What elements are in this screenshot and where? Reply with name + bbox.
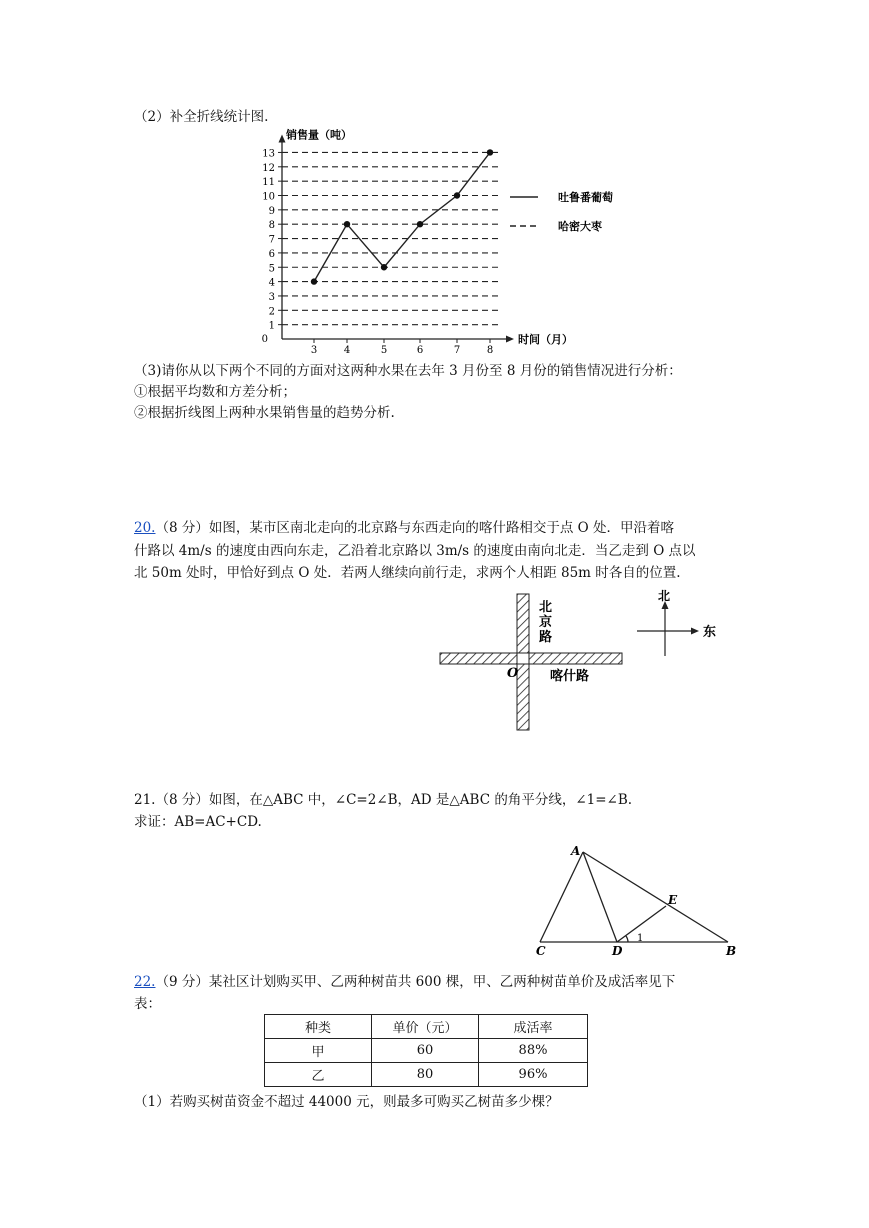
- kashi-road-right: [529, 653, 622, 664]
- y-tick-label: 4: [268, 277, 275, 289]
- triangle-figure: [0, 838, 869, 968]
- y-axis-arrow: [279, 134, 286, 142]
- y-tick-label: 11: [262, 177, 275, 189]
- table-row: [265, 1039, 588, 1063]
- q22-number-link[interactable]: 22.: [134, 974, 156, 990]
- table-header-row: [265, 1015, 588, 1039]
- q20-number-link[interactable]: 20.: [134, 520, 156, 536]
- y-tick-label: 6: [268, 248, 275, 260]
- vertex-a: A: [571, 844, 581, 858]
- table-header: 种类: [265, 1015, 372, 1039]
- data-point: [311, 278, 317, 284]
- y-tick-label: 13: [262, 148, 275, 160]
- q21-line1: 21.（8 分）如图，在△ABC 中，∠C=2∠B，AD 是△ABC 的角平分线，∠1=∠B.: [134, 792, 633, 808]
- q22-line1: [134, 972, 675, 992]
- data-point: [344, 221, 350, 227]
- y-tick-label: 9: [268, 205, 275, 217]
- q22-text-1: （9 分）某社区计划购买甲、乙两种树苗共 600 棵，甲、乙两种树苗单价及成活率见下: [155, 974, 676, 990]
- table-row: [265, 1063, 588, 1087]
- y-tick-label: 0: [261, 334, 268, 345]
- line-chart: [0, 118, 869, 368]
- x-axis-label: 时间（月）: [518, 333, 573, 346]
- table-cell: 96%: [479, 1063, 588, 1087]
- table-cell: 80: [372, 1063, 479, 1087]
- vertex-e: E: [668, 893, 678, 907]
- legend-label-grape: 吐鲁番葡萄: [558, 191, 613, 204]
- kashi-road-left: [440, 653, 517, 664]
- data-point: [417, 221, 423, 227]
- seedling-table: [264, 1014, 588, 1087]
- beijing-road-lower: [517, 664, 529, 730]
- x-tick-label: 5: [380, 345, 388, 356]
- point-o-label: O: [507, 666, 519, 681]
- compass-east: 东: [703, 625, 717, 640]
- x-tick-label: 3: [310, 345, 318, 356]
- beijing-label-1: 北: [539, 600, 553, 615]
- y-tick-label: 3: [268, 291, 275, 303]
- data-point: [487, 149, 493, 155]
- table-cell: 60: [372, 1039, 479, 1063]
- vertex-b: B: [726, 944, 737, 958]
- data-point: [454, 192, 460, 198]
- x-tick-label: 6: [416, 345, 424, 356]
- q22-line2: 表：: [134, 996, 161, 1012]
- y-tick-label: 8: [268, 220, 275, 232]
- q20-text-1: （8 分）如图，某市区南北走向的北京路与东西走向的喀什路相交于点 O 处．甲沿着喀: [155, 520, 675, 536]
- y-tick-label: 12: [262, 162, 275, 174]
- q22-part1: （1）若购买树苗资金不超过 44000 元，则最多可购买乙树苗多少棵？: [134, 1094, 559, 1110]
- beijing-label-2: 京: [539, 615, 553, 630]
- beijing-road-upper: [517, 594, 529, 653]
- table-cell: 88%: [479, 1039, 588, 1063]
- q20-line2: 什路以 4m/s 的速度由西向东走，乙沿着北京路以 3m/s 的速度由南向北走．当乙走到 O 点以: [134, 543, 696, 559]
- vertex-c: C: [536, 944, 546, 958]
- q20-line1: [134, 518, 674, 538]
- angle-1: 1: [637, 933, 644, 944]
- x-tick-label: 8: [486, 345, 494, 356]
- y-tick-label: 5: [268, 263, 275, 275]
- x-tick-label: 7: [453, 345, 461, 356]
- y-tick-label: 10: [262, 191, 275, 203]
- y-tick-label: 2: [268, 306, 275, 318]
- series-line-grape: [314, 152, 490, 281]
- q19-item1: ①根据平均数和方差分析；: [134, 384, 296, 400]
- y-tick-label: 1: [268, 320, 275, 332]
- data-point: [381, 264, 387, 270]
- intersection-figure: [0, 588, 869, 748]
- x-tick-label: 4: [343, 345, 351, 356]
- q20-line3: 北 50m 处时，甲恰好到点 O 处．若两人继续向前行走，求两个人相距 85m 时各自的位置.: [134, 565, 681, 581]
- table-header: 单价（元）: [372, 1015, 479, 1039]
- q19-item2: ②根据折线图上两种水果销售量的趋势分析.: [134, 405, 395, 421]
- legend-label-jujube: 哈密大枣: [558, 220, 602, 233]
- q19-part3: （3)请你从以下两个不同的方面对这两种水果在去年 3 月份至 8 月份的销售情况进行分析：: [134, 363, 682, 379]
- y-tick-label: 7: [268, 234, 275, 246]
- table-header: 成活率: [479, 1015, 588, 1039]
- x-axis-arrow: [506, 336, 514, 343]
- y-axis-label: 销售量（吨）: [286, 128, 352, 142]
- table-cell: 乙: [265, 1063, 372, 1087]
- vertex-d: D: [612, 944, 623, 958]
- beijing-label-3: 路: [539, 630, 553, 645]
- compass-north: 北: [658, 589, 671, 603]
- kashi-label: 喀什路: [550, 669, 590, 684]
- q19-part2: （2）补全折线统计图.: [134, 109, 269, 125]
- q21-line2: 求证：AB=AC+CD.: [134, 814, 262, 830]
- table-cell: 甲: [265, 1039, 372, 1063]
